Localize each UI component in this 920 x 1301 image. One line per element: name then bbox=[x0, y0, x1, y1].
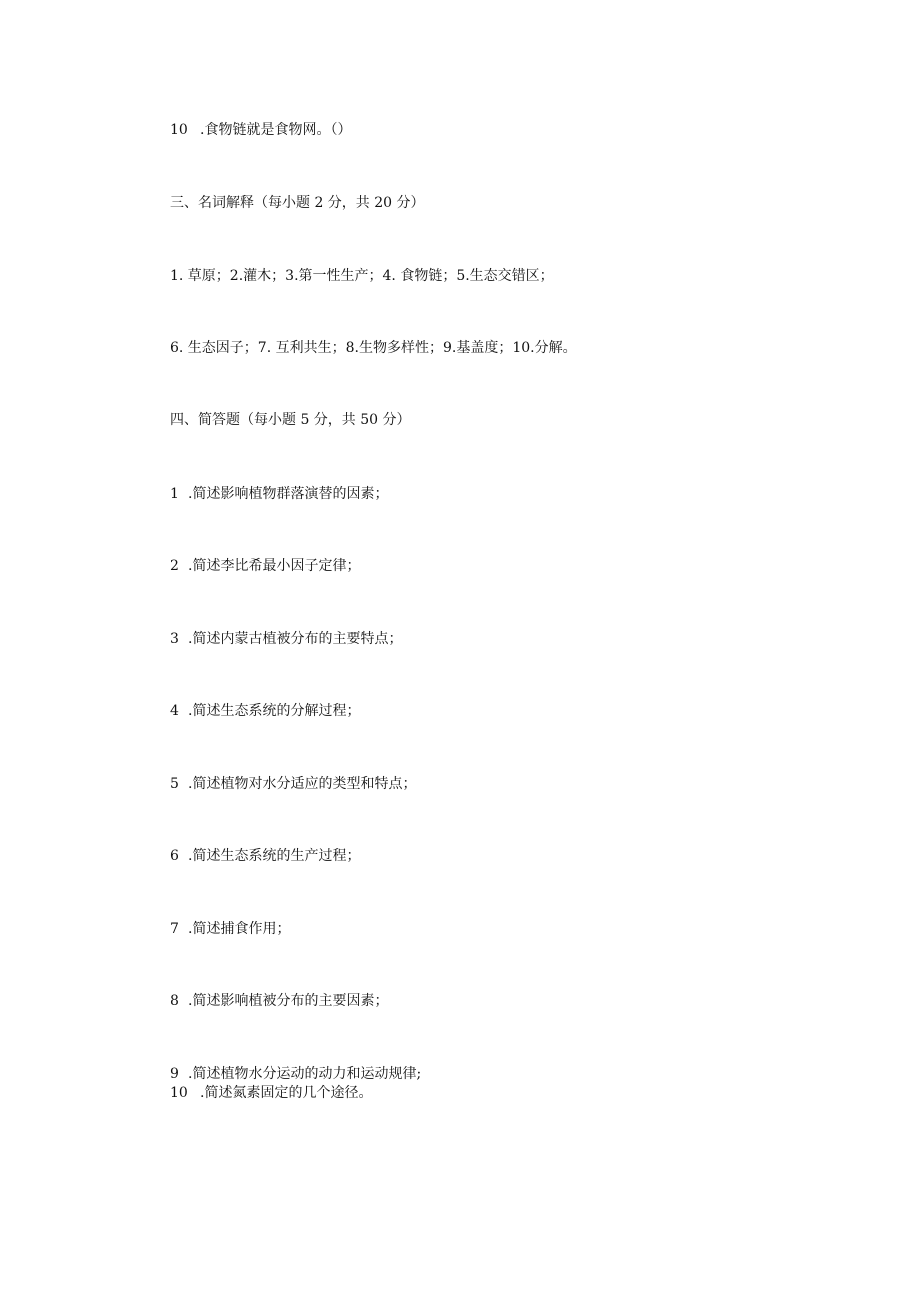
item-number: 5 bbox=[170, 776, 179, 792]
question-item-10 bbox=[170, 1084, 372, 1102]
item-text: .简述氮素固定的几个途径。 bbox=[200, 1085, 373, 1101]
question-item-5 bbox=[170, 775, 416, 793]
item-text: .简述植物对水分适应的类型和特点； bbox=[188, 776, 417, 792]
item-number: 10 bbox=[170, 122, 188, 138]
section-heading-definitions: 三、名词解释（每小题 2 分，共 20 分） bbox=[170, 195, 425, 211]
item-text: .简述捕食作用； bbox=[188, 921, 291, 937]
item-number: 10 bbox=[170, 1085, 188, 1101]
question-item-8 bbox=[170, 992, 388, 1010]
item-number: 1 bbox=[170, 486, 179, 502]
item-text: .简述内蒙古植被分布的主要特点； bbox=[188, 631, 403, 647]
definition-terms-line-1: 1. 草原；2.灌木；3.第一性生产；4. 食物链；5.生态交错区； bbox=[170, 268, 554, 284]
item-number: 3 bbox=[170, 631, 179, 647]
item-text: .简述生态系统的生产过程； bbox=[188, 848, 361, 864]
true-false-item-10 bbox=[170, 121, 351, 139]
item-number: 4 bbox=[170, 703, 179, 719]
item-number: 2 bbox=[170, 558, 179, 574]
definition-terms-line-2: 6. 生态因子；7. 互利共生；8.生物多样性；9.基盖度；10.分解。 bbox=[170, 340, 577, 356]
item-text: .简述李比希最小因子定律； bbox=[188, 558, 361, 574]
question-item-1 bbox=[170, 485, 388, 503]
item-text: .简述影响植物群落演替的因素； bbox=[188, 486, 389, 502]
item-number: 9 bbox=[170, 1066, 179, 1082]
question-item-4 bbox=[170, 702, 360, 720]
item-number: 7 bbox=[170, 921, 179, 937]
question-item-3 bbox=[170, 630, 402, 648]
question-item-9 bbox=[170, 1065, 421, 1083]
item-text: .食物链就是食物网。（） bbox=[200, 122, 352, 138]
question-item-2 bbox=[170, 557, 360, 575]
item-number: 8 bbox=[170, 993, 179, 1009]
item-text: .简述生态系统的分解过程； bbox=[188, 703, 361, 719]
question-item-6 bbox=[170, 847, 360, 865]
section-heading-short-answer: 四、简答题（每小题 5 分，共 50 分） bbox=[170, 412, 411, 428]
item-text: .简述植物水分运动的动力和运动规律; bbox=[188, 1066, 422, 1082]
item-text: .简述影响植被分布的主要因素； bbox=[188, 993, 389, 1009]
question-item-7 bbox=[170, 920, 290, 938]
item-number: 6 bbox=[170, 848, 179, 864]
